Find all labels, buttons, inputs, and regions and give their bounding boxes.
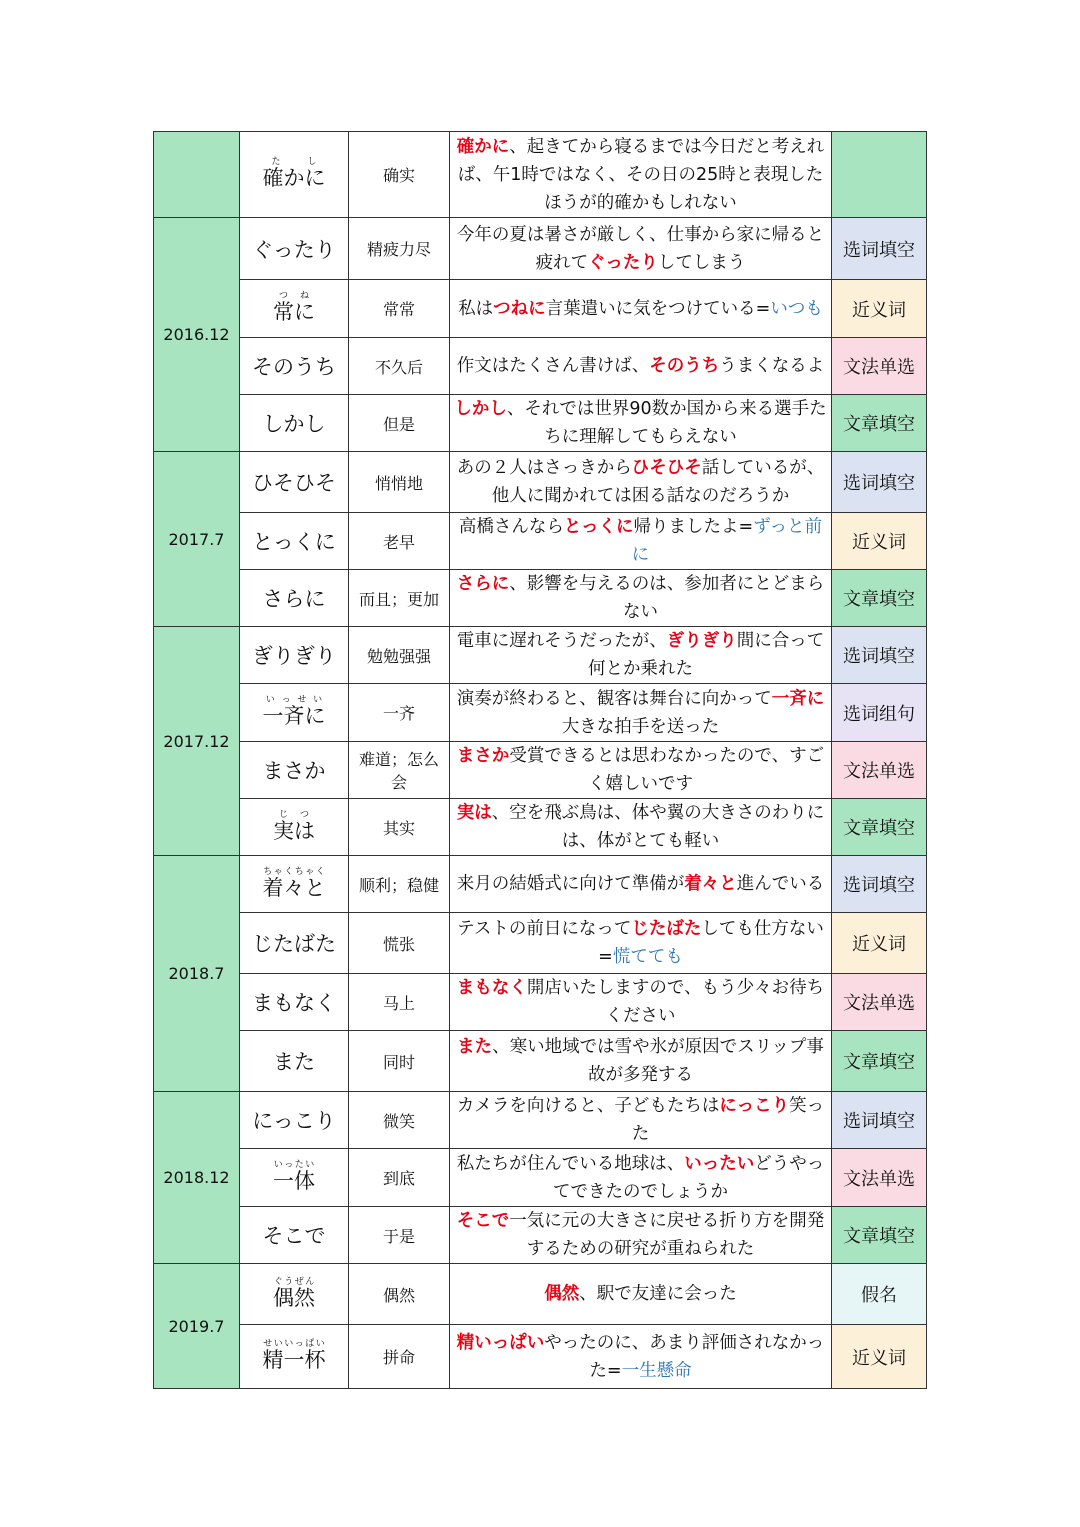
word-cell bbox=[240, 1031, 349, 1092]
example-sentence-cell bbox=[450, 132, 832, 218]
word-reading: せいいっぱい bbox=[262, 1339, 326, 1349]
word-cell bbox=[240, 1149, 349, 1207]
question-type-cell: 选词填空 bbox=[832, 452, 927, 513]
example-sentence-cell bbox=[450, 395, 832, 452]
question-type-cell: 近义词 bbox=[832, 513, 927, 570]
meaning-cell: 偶然 bbox=[349, 1264, 450, 1325]
word-text: まさか bbox=[262, 759, 326, 783]
word-cell bbox=[240, 570, 349, 627]
question-type-cell: 假名 bbox=[832, 1264, 927, 1325]
sentence-text: 高橋さんなら bbox=[458, 517, 564, 537]
meaning-cell: 慌张 bbox=[349, 913, 450, 974]
word-reading: じつ bbox=[273, 809, 315, 820]
meaning-cell: 顺利；稳健 bbox=[349, 856, 450, 913]
word-with-reading bbox=[273, 809, 315, 843]
word-text: ひそひそ bbox=[252, 471, 336, 495]
sentence-text: 一気に元の大きさに戻せる折り方を開発するための研究が重ねられた bbox=[509, 1211, 825, 1259]
word-with-reading bbox=[273, 1160, 315, 1193]
highlighted-word: ひそひそ bbox=[631, 458, 702, 478]
word-cell bbox=[240, 742, 349, 799]
meaning-cell: 马上 bbox=[349, 974, 450, 1031]
highlighted-word: とっくに bbox=[563, 517, 634, 537]
highlighted-word: 精いっぱい bbox=[456, 1332, 545, 1353]
word-text: 精一杯 bbox=[262, 1348, 326, 1372]
word-text: にっこり bbox=[252, 1109, 336, 1133]
highlighted-word: まさか bbox=[456, 746, 510, 766]
word-reading: いったい bbox=[273, 1160, 315, 1170]
word-cell bbox=[240, 974, 349, 1031]
word-text: そのうち bbox=[252, 355, 336, 379]
word-cell bbox=[240, 338, 349, 395]
example-sentence-cell bbox=[450, 280, 832, 338]
table-row bbox=[154, 799, 927, 856]
word-reading: ぐうぜん bbox=[273, 1276, 315, 1287]
word-with-reading bbox=[262, 866, 326, 900]
exam-date-cell: 2017.12 bbox=[154, 627, 240, 856]
table-row bbox=[154, 742, 927, 799]
meaning-cell: 但是 bbox=[349, 395, 450, 452]
word-cell bbox=[240, 452, 349, 513]
example-sentence-cell bbox=[450, 627, 832, 684]
question-type-cell: 近义词 bbox=[832, 280, 927, 338]
sentence-text: してしまう bbox=[657, 252, 746, 273]
table-row bbox=[154, 1325, 927, 1389]
example-sentence-cell bbox=[450, 1325, 832, 1389]
table-row bbox=[154, 1149, 927, 1207]
question-type-cell: 文法单选 bbox=[832, 974, 927, 1031]
sentence-text: 、寒い地域では雪や氷が原因でスリップ事故が多発する bbox=[492, 1037, 824, 1085]
example-sentence-cell bbox=[450, 1264, 832, 1325]
word-cell bbox=[240, 1207, 349, 1264]
meaning-cell: 微笑 bbox=[349, 1092, 450, 1149]
table-row bbox=[154, 513, 927, 570]
sentence-text: 、影響を与えるのは、参加者にとどまらない bbox=[509, 574, 825, 622]
sentence-text: 私は bbox=[458, 298, 494, 319]
example-sentence-cell bbox=[450, 1149, 832, 1207]
word-text: 実は bbox=[273, 818, 315, 843]
sentence-text: 話しているが、他人に聞かれては困る話なのだろうか bbox=[491, 458, 825, 506]
table-row bbox=[154, 395, 927, 452]
sentence-text: 大きな拍手を送った bbox=[561, 716, 720, 737]
highlighted-word: 実は bbox=[456, 803, 492, 823]
sentence-text: 開店いたしますので、もう少々お待ちください bbox=[526, 978, 825, 1026]
synonym-text: 慌てても bbox=[612, 947, 683, 967]
table-row bbox=[154, 338, 927, 395]
sentence-text: 、それでは世界90数か国から来る選手たちに理解してもらえない bbox=[506, 399, 827, 447]
question-type-cell: 近义词 bbox=[832, 913, 927, 974]
table-row bbox=[154, 280, 927, 338]
word-text: 着々と bbox=[262, 875, 326, 900]
word-cell bbox=[240, 395, 349, 452]
word-reading: たし bbox=[262, 157, 326, 167]
highlighted-word: ぎりぎり bbox=[666, 631, 737, 651]
meaning-cell: 不久后 bbox=[349, 338, 450, 395]
meaning-cell: 同时 bbox=[349, 1031, 450, 1092]
example-sentence-cell bbox=[450, 799, 832, 856]
word-cell bbox=[240, 280, 349, 338]
example-sentence-cell bbox=[450, 1092, 832, 1149]
meaning-cell: 老早 bbox=[349, 513, 450, 570]
question-type-cell: 文章填空 bbox=[832, 1207, 927, 1264]
word-text: 常に bbox=[273, 300, 315, 324]
highlighted-word: 一斉に bbox=[771, 688, 825, 709]
question-type-cell: 文章填空 bbox=[832, 395, 927, 452]
sentence-text: 、空を飛ぶ鳥は、体や翼の大きさのわりには、体がとても軽い bbox=[491, 803, 825, 851]
question-type-cell: 选词组句 bbox=[832, 684, 927, 742]
word-cell bbox=[240, 513, 349, 570]
word-cell bbox=[240, 627, 349, 684]
word-reading: ちゃくちゃく bbox=[262, 866, 326, 877]
sentence-text: 笑った bbox=[631, 1096, 825, 1144]
sentence-text: 進んでいる bbox=[736, 874, 825, 894]
highlighted-word: また bbox=[457, 1037, 493, 1057]
word-text: 偶然 bbox=[273, 1285, 315, 1310]
highlighted-word: そのうち bbox=[649, 356, 720, 376]
word-reading: いっせい bbox=[262, 695, 326, 705]
meaning-cell: 常常 bbox=[349, 280, 450, 338]
table-row bbox=[154, 913, 927, 974]
vocabulary-table bbox=[153, 131, 927, 1389]
question-type-cell: 文法单选 bbox=[832, 338, 927, 395]
word-cell bbox=[240, 684, 349, 742]
word-cell bbox=[240, 132, 349, 218]
highlighted-word: しかし bbox=[454, 399, 507, 419]
word-text: まもなく bbox=[252, 991, 336, 1015]
table-row bbox=[154, 1031, 927, 1092]
sentence-text: 電車に遅れそうだったが、 bbox=[456, 631, 667, 651]
synonym-text: ずっと前に bbox=[631, 517, 823, 565]
example-sentence-cell bbox=[450, 974, 832, 1031]
example-sentence-cell bbox=[450, 1031, 832, 1092]
highlighted-word: いったい bbox=[684, 1153, 755, 1174]
exam-date-cell: 2018.12 bbox=[154, 1092, 240, 1264]
meaning-cell: 一齐 bbox=[349, 684, 450, 742]
word-with-reading bbox=[262, 1339, 326, 1372]
example-sentence-cell bbox=[450, 513, 832, 570]
meaning-cell: 而且；更加 bbox=[349, 570, 450, 627]
exam-date-cell bbox=[154, 132, 240, 218]
meaning-cell: 难道；怎么会 bbox=[349, 742, 450, 799]
meaning-cell: 勉勉强强 bbox=[349, 627, 450, 684]
sentence-text: 、駅で友達に会った bbox=[579, 1284, 737, 1304]
word-text: じたばた bbox=[252, 932, 336, 956]
meaning-cell: 拼命 bbox=[349, 1325, 450, 1389]
word-reading: つね bbox=[273, 291, 315, 301]
table-row bbox=[154, 1092, 927, 1149]
table-row bbox=[154, 1264, 927, 1325]
sentence-text: テストの前日になって bbox=[457, 919, 632, 939]
sentence-text: あの２人はさっきから bbox=[456, 458, 632, 478]
sentence-text: 私たちが住んでいる地球は、 bbox=[456, 1153, 685, 1174]
word-text: そこで bbox=[262, 1224, 326, 1248]
example-sentence-cell bbox=[450, 218, 832, 280]
table-row bbox=[154, 452, 927, 513]
highlighted-word: そこで bbox=[456, 1211, 510, 1231]
example-sentence-cell bbox=[450, 856, 832, 913]
word-with-reading bbox=[273, 1276, 315, 1310]
word-text: 一斉に bbox=[262, 704, 326, 728]
sentence-text: どうやってできたのでしょうか bbox=[553, 1153, 825, 1202]
exam-date-cell: 2018.7 bbox=[154, 856, 240, 1092]
highlighted-word: 着々と bbox=[684, 874, 737, 894]
table-row bbox=[154, 132, 927, 218]
word-text: ぐったり bbox=[252, 237, 336, 262]
question-type-cell: 选词填空 bbox=[832, 856, 927, 913]
word-text: とっくに bbox=[252, 530, 336, 554]
meaning-cell: 悄悄地 bbox=[349, 452, 450, 513]
word-cell bbox=[240, 218, 349, 280]
word-cell bbox=[240, 856, 349, 913]
table-row bbox=[154, 684, 927, 742]
question-type-cell: 近义词 bbox=[832, 1325, 927, 1389]
highlighted-word: つねに bbox=[493, 298, 546, 319]
sentence-text: しても仕方ない= bbox=[598, 919, 824, 967]
synonym-text: いつも bbox=[770, 298, 823, 319]
highlighted-word: さらに bbox=[456, 574, 510, 594]
table-row bbox=[154, 218, 927, 280]
sentence-text: やったのに、あまり評価されなかった= bbox=[544, 1332, 825, 1381]
word-text: さらに bbox=[262, 587, 326, 611]
word-with-reading bbox=[262, 157, 326, 190]
word-with-reading bbox=[262, 695, 326, 728]
highlighted-word: 確かに bbox=[456, 136, 510, 157]
sentence-text: 今年の夏は暑さが厳しく、仕事から家に帰ると疲れて bbox=[456, 224, 825, 273]
highlighted-word: じたばた bbox=[631, 919, 702, 939]
word-text: また bbox=[273, 1050, 315, 1074]
synonym-text: 一生懸命 bbox=[621, 1360, 692, 1381]
meaning-cell: 其实 bbox=[349, 799, 450, 856]
sentence-text: 演奏が終わると、観客は舞台に向かって bbox=[456, 688, 772, 709]
table-row bbox=[154, 627, 927, 684]
table-row bbox=[154, 856, 927, 913]
sentence-text: 来月の結婚式に向けて準備が bbox=[456, 874, 685, 894]
word-text: 確かに bbox=[262, 166, 326, 190]
highlighted-word: ぐったり bbox=[588, 252, 658, 273]
exam-date-cell: 2016.12 bbox=[154, 218, 240, 452]
question-type-cell: 文章填空 bbox=[832, 570, 927, 627]
word-with-reading bbox=[273, 291, 315, 324]
sentence-text: 受賞できるとは思わなかったので、すごく嬉しいです bbox=[509, 746, 825, 794]
word-text: ぎりぎり bbox=[252, 644, 336, 668]
meaning-cell: 到底 bbox=[349, 1149, 450, 1207]
meaning-cell: 于是 bbox=[349, 1207, 450, 1264]
question-type-cell bbox=[832, 132, 927, 218]
sentence-text: カメラを向けると、子どもたちは bbox=[456, 1096, 720, 1116]
example-sentence-cell bbox=[450, 742, 832, 799]
sentence-text: 言葉遣いに気をつけている= bbox=[545, 298, 771, 319]
word-cell bbox=[240, 1325, 349, 1389]
sentence-text: 、起きてから寝るまでは今日だと考えれば、午1時ではなく、その日の25時と表現したほうが的確かもしれない bbox=[457, 136, 825, 213]
sentence-text: 作文はたくさん書けば、 bbox=[456, 356, 650, 376]
question-type-cell: 选词填空 bbox=[832, 627, 927, 684]
question-type-cell: 文法单选 bbox=[832, 1149, 927, 1207]
exam-date-cell: 2017.7 bbox=[154, 452, 240, 627]
highlighted-word: まもなく bbox=[456, 978, 527, 998]
word-cell bbox=[240, 799, 349, 856]
sentence-text: 帰りましたよ= bbox=[633, 517, 754, 537]
question-type-cell: 文法单选 bbox=[832, 742, 927, 799]
word-text: しかし bbox=[262, 412, 326, 436]
word-text: 一体 bbox=[273, 1169, 315, 1193]
word-cell bbox=[240, 913, 349, 974]
example-sentence-cell bbox=[450, 338, 832, 395]
highlighted-word: にっこり bbox=[719, 1096, 790, 1116]
table-row bbox=[154, 974, 927, 1031]
example-sentence-cell bbox=[450, 452, 832, 513]
question-type-cell: 文章填空 bbox=[832, 1031, 927, 1092]
table-row bbox=[154, 1207, 927, 1264]
meaning-cell: 精疲力尽 bbox=[349, 218, 450, 280]
sentence-text: 間に合って何とか乗れた bbox=[588, 631, 825, 679]
exam-date-cell: 2019.7 bbox=[154, 1264, 240, 1389]
word-cell bbox=[240, 1092, 349, 1149]
example-sentence-cell bbox=[450, 684, 832, 742]
vocabulary-table-body bbox=[154, 132, 927, 1389]
example-sentence-cell bbox=[450, 570, 832, 627]
example-sentence-cell bbox=[450, 913, 832, 974]
question-type-cell: 选词填空 bbox=[832, 1092, 927, 1149]
table-row bbox=[154, 570, 927, 627]
highlighted-word: 偶然 bbox=[544, 1284, 580, 1304]
example-sentence-cell bbox=[450, 1207, 832, 1264]
question-type-cell: 选词填空 bbox=[832, 218, 927, 280]
meaning-cell: 确实 bbox=[349, 132, 450, 218]
sentence-text: うまくなるよ bbox=[719, 356, 825, 376]
question-type-cell: 文章填空 bbox=[832, 799, 927, 856]
word-cell bbox=[240, 1264, 349, 1325]
